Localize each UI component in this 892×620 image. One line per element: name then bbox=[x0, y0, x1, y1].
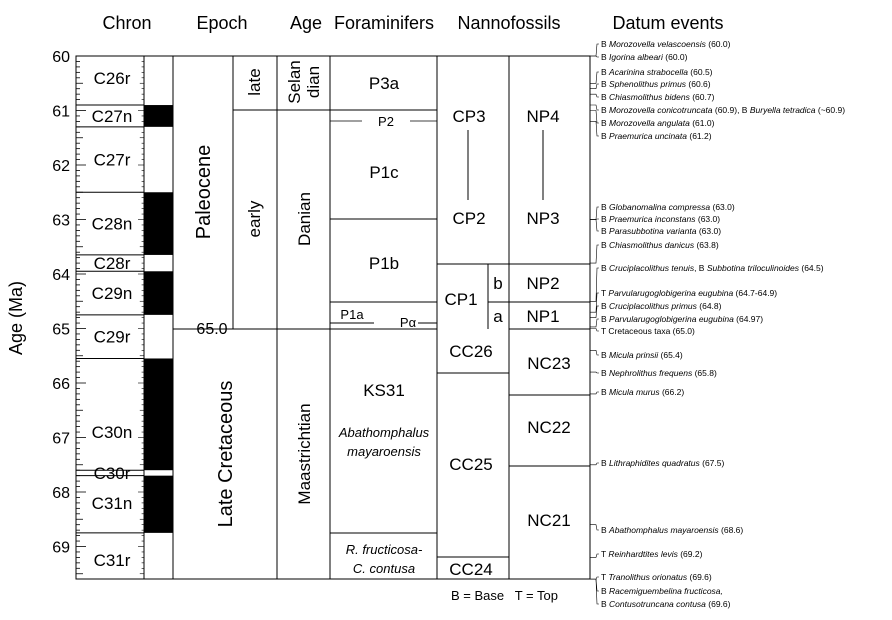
axis-tick-label: 62 bbox=[52, 158, 70, 175]
header-chron: Chron bbox=[102, 13, 152, 33]
header-datum-events: Datum events bbox=[612, 13, 724, 33]
axis-tick-label: 61 bbox=[52, 103, 70, 121]
datum-event: B Chiasmolithus bidens (60.7) bbox=[601, 92, 715, 102]
polarity-bar-c31n bbox=[144, 476, 173, 533]
event-leader bbox=[590, 577, 599, 579]
zone-cc26: CC26 bbox=[449, 342, 493, 361]
datum-event: T Tranolithus orionatus (69.6) bbox=[601, 572, 712, 582]
zone-cp2: CP2 bbox=[452, 209, 486, 228]
event-leader bbox=[590, 44, 599, 56]
datum-event: B Cruciplacolithus tenuis, B Subbotina triloculinoides (64.5) bbox=[601, 263, 824, 273]
axis-tick-label: 64 bbox=[52, 267, 70, 284]
zone-cp1b: b bbox=[493, 274, 503, 293]
datum-event: B Micula murus (66.2) bbox=[601, 387, 685, 397]
datum-event: B Parvularugoglobigerina eugubina (64.97) bbox=[601, 314, 764, 324]
subepoch-early: early bbox=[245, 200, 264, 238]
chron-label-c28r: C28r bbox=[93, 254, 131, 274]
stage-maastrichtian: Maastrichtian bbox=[295, 403, 314, 505]
event-leader bbox=[590, 293, 599, 312]
datum-event: B Praemurica inconstans (63.0) bbox=[601, 214, 721, 224]
datum-event: B Igorina albeari (60.0) bbox=[601, 52, 688, 62]
datum-event: B Chiasmolithus danicus (63.8) bbox=[601, 240, 719, 250]
legend-base-top: B = Base T = Top bbox=[451, 588, 558, 603]
axis-tick-label: 67 bbox=[52, 430, 70, 448]
datum-event: B Globanomalina compressa (63.0) bbox=[601, 202, 735, 212]
foraminifer-labels bbox=[338, 74, 430, 576]
datum-event: B Acarinina strabocella (60.5) bbox=[601, 67, 713, 77]
axis-tick-label: 69 bbox=[52, 539, 70, 557]
zone-ks31: KS31 bbox=[363, 381, 405, 400]
boundary-age-label: 65.0 bbox=[196, 321, 228, 338]
event-leader bbox=[590, 121, 599, 136]
event-leader bbox=[590, 94, 599, 97]
epoch-paleocene: Paleocene bbox=[193, 144, 215, 240]
datum-event: T Cretaceous taxa (65.0) bbox=[601, 326, 695, 336]
stage-selandian-1: Selan bbox=[285, 60, 304, 104]
datum-event: B Abathomphalus mayaroensis (68.6) bbox=[601, 525, 744, 535]
chron-label-c26r: C26r bbox=[93, 68, 131, 88]
axis-tick-label: 65 bbox=[52, 321, 70, 339]
chron-label-c27n: C27n bbox=[91, 106, 133, 126]
axis-tick-label: 63 bbox=[52, 212, 70, 230]
zone-cc25: CC25 bbox=[449, 455, 493, 474]
nannofossil-np-labels bbox=[526, 107, 570, 530]
datum-event: B Micula prinsii (65.4) bbox=[601, 350, 683, 360]
zone-cc24: CC24 bbox=[449, 560, 493, 579]
chron-label-c30n: C30n bbox=[91, 423, 133, 443]
header-nannofossils: Nannofossils bbox=[457, 13, 561, 33]
datum-event: B Cruciplacolithus primus (64.8) bbox=[601, 301, 722, 311]
chron-label-c30r: C30r bbox=[93, 463, 131, 483]
zone-p-alpha: Pα bbox=[399, 315, 417, 330]
header-age: Age bbox=[289, 13, 323, 33]
datum-event: B Sphenolithus primus (60.6) bbox=[601, 79, 711, 89]
chron-label-c31r: C31r bbox=[93, 551, 131, 571]
event-leader bbox=[590, 268, 599, 301]
event-leader bbox=[590, 329, 599, 332]
axis-tick-label: 60 bbox=[52, 49, 70, 66]
datum-event: B Morozovella angulata (61.0) bbox=[601, 118, 715, 128]
event-leader bbox=[590, 220, 599, 232]
datum-event: B Morozovella conicotruncata (60.9), B Buryella tetradica (~60.9) bbox=[601, 105, 846, 115]
chron-labels bbox=[92, 69, 133, 570]
datum-event: T Reinhardtites levis (69.2) bbox=[601, 549, 703, 559]
chron-label-c29r: C29r bbox=[93, 327, 131, 347]
zone-p1c: P1c bbox=[369, 163, 399, 182]
zone-cp1: CP1 bbox=[444, 290, 478, 309]
datum-events bbox=[590, 39, 845, 609]
event-leader bbox=[590, 392, 599, 394]
event-leader bbox=[590, 463, 599, 465]
polarity-bar-c28n bbox=[144, 192, 173, 255]
datum-event: B Praemurica uncinata (61.2) bbox=[601, 131, 712, 141]
zone-p2: P2 bbox=[378, 114, 394, 129]
event-leader bbox=[590, 245, 599, 263]
event-leader bbox=[590, 84, 599, 89]
event-leader bbox=[590, 105, 599, 110]
subepoch-late: late bbox=[245, 68, 264, 96]
zone-nc22: NC22 bbox=[527, 418, 571, 437]
zone-cp3: CP3 bbox=[452, 107, 486, 126]
event-leader bbox=[590, 319, 599, 327]
stage-selandian-2: dian bbox=[304, 65, 323, 99]
zone-ks31-species-1: Abathomphalus bbox=[338, 425, 430, 440]
zone-cp1a: a bbox=[493, 307, 503, 326]
polarity-bar-c30n bbox=[144, 358, 173, 470]
polarity-column bbox=[144, 105, 173, 533]
event-leader bbox=[590, 372, 599, 373]
zone-fructicosa-contusa-1: R. fructicosa- bbox=[345, 542, 423, 557]
chron-label-c28n: C28n bbox=[91, 214, 133, 234]
column-headers bbox=[102, 13, 723, 33]
zone-p1a: P1a bbox=[340, 307, 364, 322]
nannofossil-cp-labels bbox=[444, 107, 503, 579]
zone-p3a: P3a bbox=[368, 74, 400, 93]
y-axis-label: Age (Ma) bbox=[6, 280, 26, 356]
axis-tick-label: 66 bbox=[52, 376, 70, 393]
datum-event: T Parvularugoglobigerina eugubina (64.7-64.9) bbox=[601, 288, 778, 298]
polarity-bar-c29n bbox=[144, 271, 173, 315]
event-leader bbox=[590, 207, 599, 220]
zone-nc21: NC21 bbox=[527, 511, 571, 530]
zone-np2: NP2 bbox=[526, 274, 560, 293]
event-leader bbox=[590, 579, 599, 604]
event-leader bbox=[590, 72, 599, 83]
chron-label-c27r: C27r bbox=[93, 150, 131, 170]
axis-tick-label: 68 bbox=[52, 485, 70, 502]
event-leader bbox=[590, 579, 599, 591]
datum-event: B Morozovella velascoensis (60.0) bbox=[601, 39, 731, 49]
event-leader bbox=[590, 306, 599, 318]
event-leader bbox=[590, 350, 599, 355]
epoch-late-cretaceous: Late Cretaceous bbox=[215, 380, 237, 528]
polarity-bar-c27n bbox=[144, 105, 173, 127]
zone-fructicosa-contusa-2: C. contusa bbox=[352, 561, 416, 576]
datum-event: B Lithraphidites quadratus (67.5) bbox=[601, 458, 725, 468]
stage-column bbox=[285, 60, 323, 504]
event-leader bbox=[590, 554, 599, 557]
zone-np1: NP1 bbox=[526, 307, 560, 326]
zone-nc23: NC23 bbox=[527, 354, 571, 373]
chron-label-c31n: C31n bbox=[91, 493, 133, 513]
zone-np4: NP4 bbox=[526, 107, 560, 126]
event-leader bbox=[590, 56, 599, 57]
header-epoch: Epoch bbox=[196, 13, 248, 33]
stage-danian: Danian bbox=[295, 192, 314, 246]
datum-event: B Contusotruncana contusa (69.6) bbox=[601, 599, 731, 609]
header-foraminifers: Foraminifers bbox=[333, 13, 435, 33]
zone-np3: NP3 bbox=[526, 209, 560, 228]
zone-ks31-species-2: mayaroensis bbox=[347, 444, 421, 459]
datum-event: B Racemiguembelina fructicosa, bbox=[601, 586, 723, 596]
datum-event: B Nephrolithus frequens (65.8) bbox=[601, 368, 717, 378]
chron-label-c29n: C29n bbox=[91, 284, 133, 304]
nannofossil-np-boundaries bbox=[509, 329, 590, 466]
zone-p1b: P1b bbox=[368, 254, 400, 273]
datum-event: B Parasubbotina varianta (63.0) bbox=[601, 226, 722, 236]
event-leader bbox=[590, 525, 599, 530]
